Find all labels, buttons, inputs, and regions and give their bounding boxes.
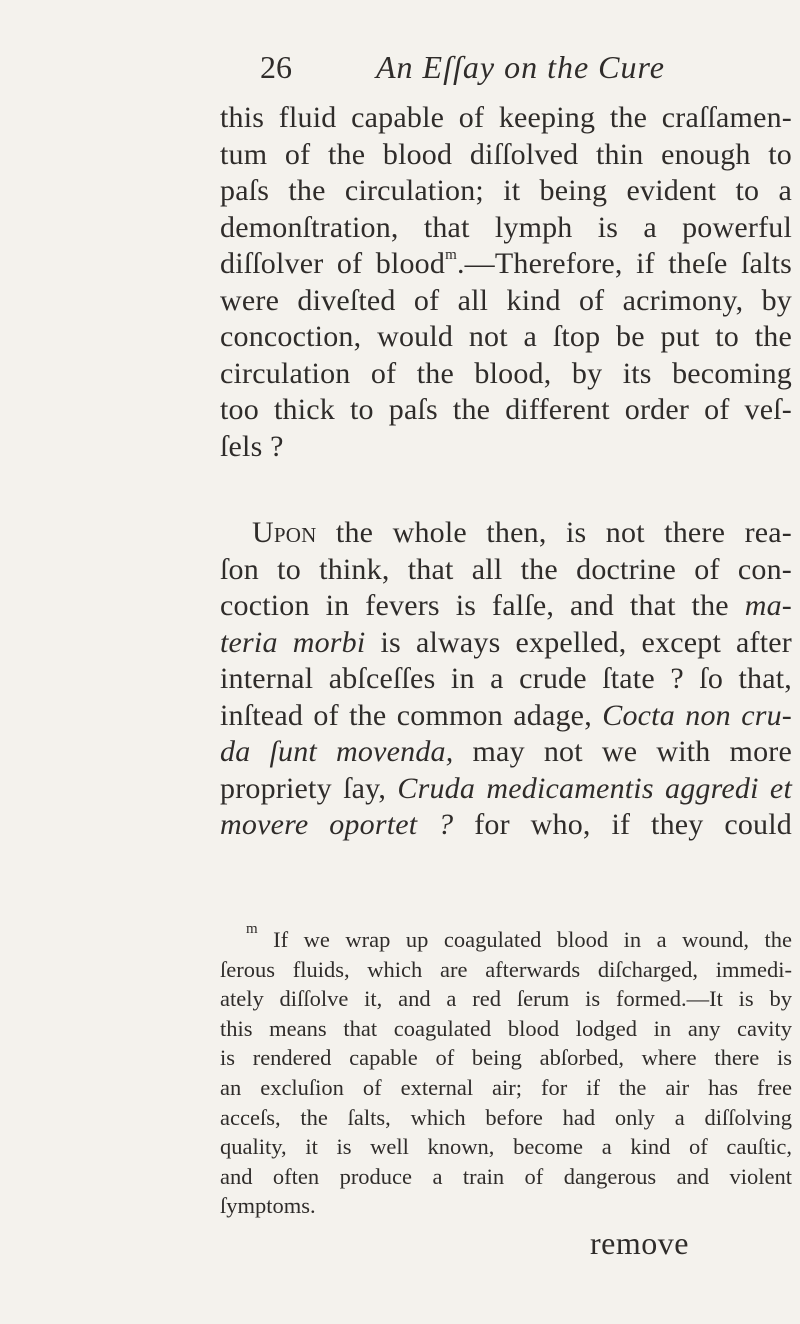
text-segment: inſtead of the common adage,	[220, 698, 603, 732]
text-line: were diveſted of all kind of acrimony, by	[220, 283, 792, 317]
footnote-line: an excluſion of external air; for if the air has free	[220, 1074, 792, 1100]
text-line: ſon to think, that all the doctrine of con-	[220, 552, 792, 586]
text-line: concoction, would not a ſtop be put to the	[220, 320, 792, 353]
text-segment: coction in fevers is falſe, and that the	[220, 589, 745, 622]
paragraph-gap	[220, 465, 792, 515]
text-line	[220, 515, 792, 552]
text-segment: propriety ſay,	[220, 771, 398, 805]
text-line: tum of the blood diſſolved thin enough to	[220, 137, 792, 171]
page-header	[260, 42, 780, 92]
footnote-line: ſerous fluids, which are afterwards diſcharged, immedi-	[220, 956, 792, 982]
footnote-line: and often produce a train of dangerous and violent	[220, 1163, 792, 1189]
footnote-line: this means that coagulated blood lodged in any cavity	[220, 1015, 792, 1041]
text-line: paſs the circulation; it being evident to a	[220, 174, 792, 207]
italic-segment: teria morbi	[220, 625, 366, 659]
italic-segment: Cruda medicamentis aggredi et	[397, 771, 792, 805]
footnote-line: acceſs, the ſalts, which before had only a diſſolving	[220, 1104, 792, 1130]
footnote-reference: m	[445, 247, 457, 263]
text-line: too thick to paſs the different order of veſ-	[220, 393, 792, 426]
footnote-line: quality, it is well known, become a kind of cauſtic,	[220, 1134, 792, 1160]
text-line	[220, 698, 792, 735]
text-line	[220, 771, 792, 808]
page-number: 26	[260, 49, 292, 85]
footnote	[220, 921, 792, 1221]
text-segment: may not we with more	[453, 735, 792, 768]
text-segment: If we wrap up coagulated blood in a wound, the	[257, 927, 792, 952]
footnote-line: ſymptoms.	[220, 1193, 316, 1219]
small-caps-opening: Upon	[252, 516, 317, 549]
text-segment: .—Therefore, if theſe ſalts	[456, 247, 793, 280]
text-line	[220, 807, 792, 844]
footnote-line: ately diſſolve it, and a red ſerum is formed.—It is by	[220, 986, 792, 1012]
text-line	[220, 625, 792, 662]
footnote-line: is rendered capable of being abſorbed, where there is	[220, 1045, 792, 1071]
main-text	[220, 100, 792, 844]
italic-segment: Cocta non cru-	[602, 698, 792, 732]
text-segment: is always expelled, except after	[365, 625, 792, 659]
text-line: this fluid capable of keeping the craſſamen-	[220, 101, 792, 134]
italic-segment: da ſunt movenda,	[220, 735, 454, 768]
text-line: demonſtration, that lymph is a powerful	[220, 210, 792, 244]
italic-segment: ma-	[744, 589, 792, 622]
running-title: An Eſſay on the Cure	[376, 49, 665, 85]
text-segment: diſſolver of blood	[220, 247, 446, 280]
text-line: ſels ?	[220, 429, 284, 463]
text-segment: the whole then, is not there rea-	[316, 516, 792, 549]
text-line: internal abſceſſes in a crude ſtate ? ſo that,	[220, 662, 792, 695]
text-line: circulation of the blood, by its becoming	[220, 356, 792, 390]
text-line	[220, 246, 792, 283]
italic-segment: movere oportet ?	[220, 808, 454, 841]
text-line	[220, 734, 792, 771]
footnote-line	[220, 921, 792, 955]
text-segment: for who, if they could	[453, 808, 792, 841]
catchword: remove	[590, 1225, 689, 1261]
footnote-marker: m	[246, 921, 258, 937]
text-line	[220, 588, 792, 625]
